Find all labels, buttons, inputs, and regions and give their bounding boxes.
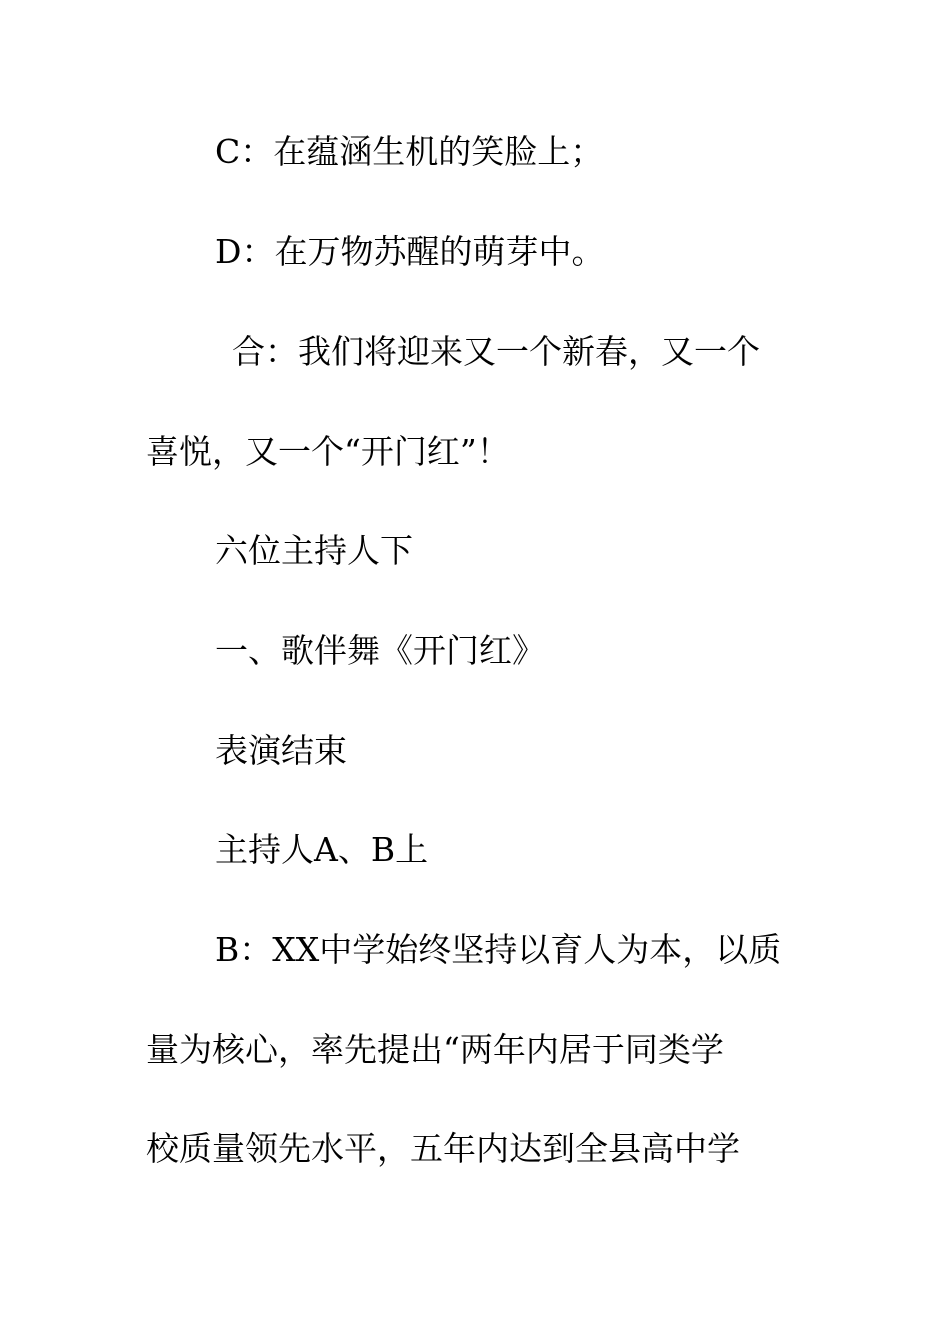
text-line-together-cont: 喜悦，又一个“开门红”！ [146, 432, 510, 471]
text-line-b-speech: B：XX中学始终坚持以育人为本，以质 [215, 930, 782, 969]
text-line-b-speech-cont-1: 量为核心，率先提出“两年内居于同类学 [146, 1030, 724, 1069]
text-line-program-1: 一、歌伴舞《开门红》 [215, 631, 545, 670]
text-line-d: D：在万物苏醒的萌芽中。 [215, 232, 605, 271]
text-line-hosts-exit: 六位主持人下 [215, 531, 413, 570]
text-line-hosts-enter: 主持人A、B上 [215, 830, 429, 869]
text-line-b-speech-cont-2: 校质量领先水平，五年内达到全县高中学 [146, 1129, 740, 1168]
text-line-c: C：在蕴涵生机的笑脸上； [215, 132, 604, 171]
text-line-performance-end: 表演结束 [215, 731, 347, 770]
text-line-together: 合：我们将迎来又一个新春，又一个 [232, 332, 760, 371]
